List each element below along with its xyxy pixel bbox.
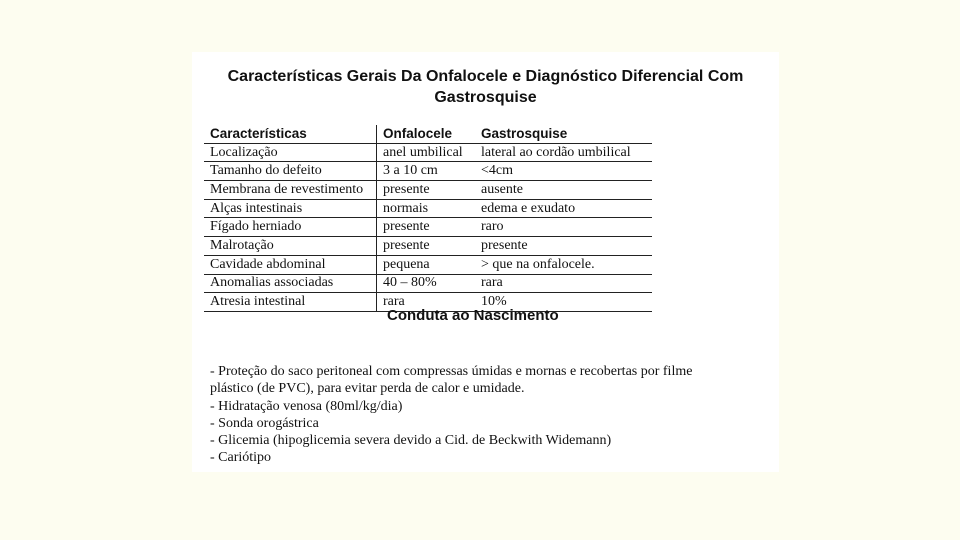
list-item: - Cariótipo (210, 450, 272, 466)
table-cell: pequena (377, 255, 476, 274)
comparison-table (204, 125, 652, 312)
table-row (204, 199, 652, 218)
table-cell: 10% (475, 293, 652, 312)
table-row (204, 237, 652, 256)
table-cell: Cavidade abdominal (204, 255, 377, 274)
table-cell: presente (377, 218, 476, 237)
table-cell: rara (475, 274, 652, 293)
section-heading: Conduta ao Nascimento (387, 307, 559, 324)
table-cell: rara (377, 293, 476, 312)
list-item: - Sonda orogástrica (210, 415, 319, 431)
table-row (204, 274, 652, 293)
table-cell: Localização (204, 143, 377, 162)
table-cell: presente (377, 237, 476, 256)
table-cell: Atresia intestinal (204, 293, 377, 312)
table-cell: Tamanho do defeito (204, 162, 377, 181)
page-title (192, 66, 779, 108)
title-line-2: Gastrosquise (434, 89, 537, 106)
table-cell: lateral ao cordão umbilical (475, 143, 652, 162)
table-cell: Alças intestinais (204, 199, 377, 218)
table-row (204, 181, 652, 200)
table-cell: > que na onfalocele. (475, 255, 652, 274)
table-cell: edema e exudato (475, 199, 652, 218)
table-cell: ausente (475, 181, 652, 200)
table-cell: 3 a 10 cm (377, 162, 476, 181)
table-cell: presente (475, 237, 652, 256)
list-item: - Proteção do saco peritoneal com compressas úmidas e mornas e recobertas por filme (210, 364, 693, 379)
table-header-row (204, 125, 652, 143)
table-cell: Fígado herniado (204, 218, 377, 237)
table-row (204, 162, 652, 181)
header-caracteristicas: Características (204, 125, 377, 143)
table-row (204, 255, 652, 274)
table-cell: 40 – 80% (377, 274, 476, 293)
table-cell: Membrana de revestimento (204, 181, 377, 200)
table-cell: <4cm (475, 162, 652, 181)
list-item: plástico (de PVC), para evitar perda de calor e umidade. (210, 381, 525, 397)
header-gastrosquise: Gastrosquise (475, 125, 652, 143)
list-item: - Hidratação venosa (80ml/kg/dia) (210, 398, 403, 414)
table-row (204, 143, 652, 162)
table-cell: raro (475, 218, 652, 237)
table-cell: normais (377, 199, 476, 218)
title-line-1: Características Gerais Da Onfalocele e Diagnóstico Diferencial Com (227, 68, 744, 85)
table-cell: anel umbilical (377, 143, 476, 162)
table-cell: Malrotação (204, 237, 377, 256)
table-cell: presente (377, 181, 476, 200)
list-item: - Glicemia (hipoglicemia severa devido a Cid. de Beckwith Widemann) (210, 433, 612, 449)
header-onfalocele: Onfalocele (377, 125, 476, 143)
document-image (192, 52, 779, 472)
table-row (204, 218, 652, 237)
notes-list (210, 363, 770, 467)
table-cell: Anomalias associadas (204, 274, 377, 293)
